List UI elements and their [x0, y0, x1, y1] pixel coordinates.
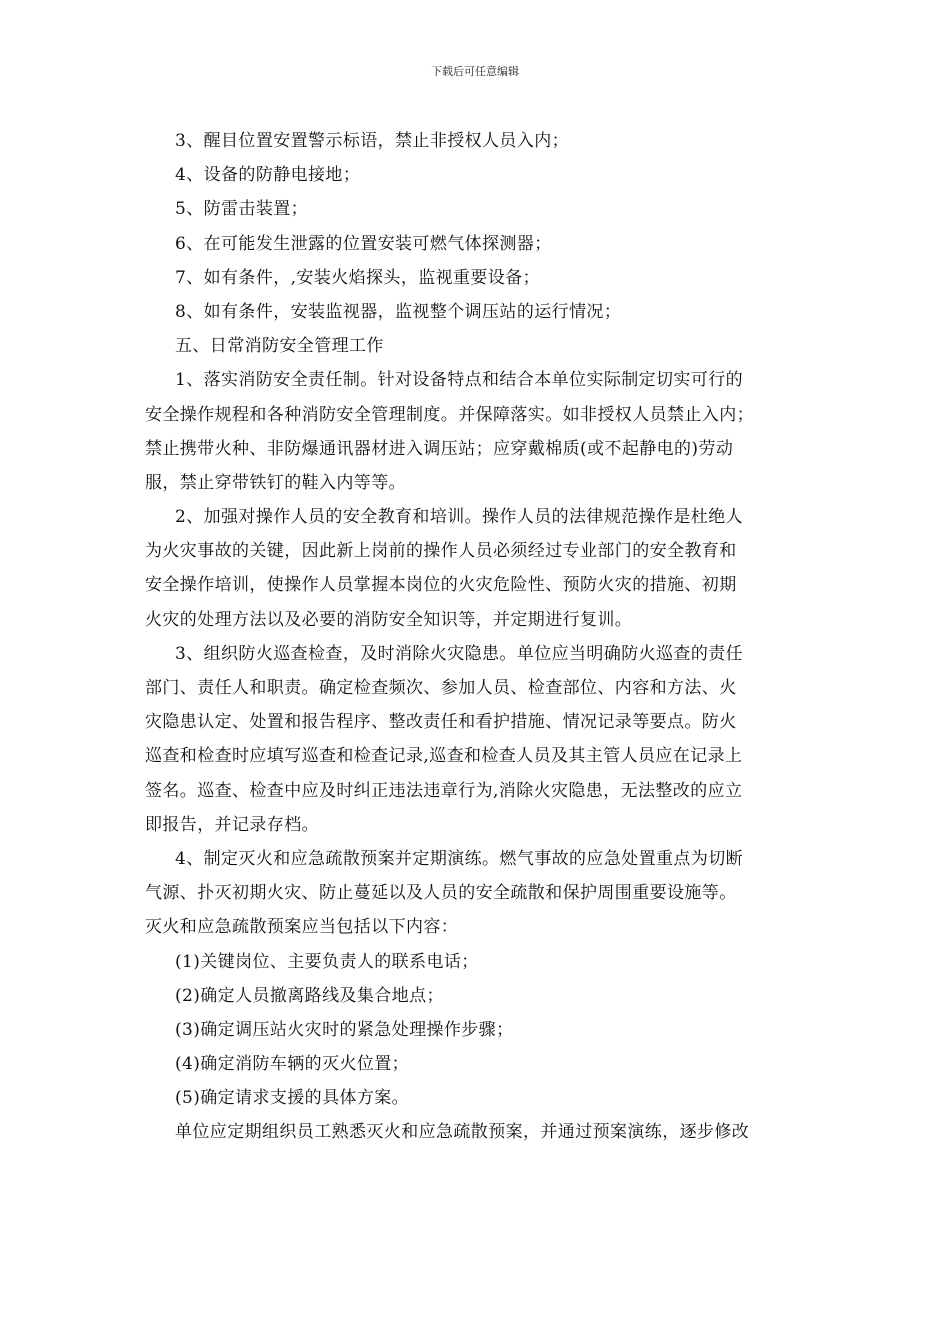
text-line: 7、如有条件，,安装火焰探头，监视重要设备；: [175, 267, 541, 288]
text-line: (2)确定人员撤离路线及集合地点；: [175, 985, 444, 1006]
text-line: (4)确定消防车辆的灭火位置；: [175, 1054, 410, 1075]
text-line: 4、制定灭火和应急疏散预案并定期演练。燃气事故的应急处置重点为切断: [175, 848, 744, 869]
text-line: 巡查和检查时应填写巡查和检查记录,巡查和检查人员及其主管人员应在记录上: [145, 746, 743, 767]
text-line: 1、落实消防安全责任制。针对设备特点和结合本单位实际制定切实可行的: [175, 370, 744, 391]
document-body: [145, 124, 810, 1150]
text-line: 2、加强对操作人员的安全教育和培训。操作人员的法律规范操作是杜绝人: [175, 507, 744, 528]
text-line: 部门、责任人和职责。确定检查频次、参加人员、检查部位、内容和方法、火: [145, 678, 737, 698]
text-line: 灾隐患认定、处置和报告程序、整改责任和看护措施、情况记录等要点。防火: [145, 712, 737, 733]
text-line: 灭火和应急疏散预案应当包括以下内容：: [145, 917, 459, 938]
text-line: 服，禁止穿带铁钉的鞋入内等等。: [145, 472, 406, 493]
text-line: 3、组织防火巡查检查，及时消除火灾隐患。单位应当明确防火巡查的责任: [175, 643, 744, 664]
page-header: 下载后可任意编辑: [431, 65, 519, 78]
text-line: 为火灾事故的关键，因此新上岗前的操作人员必须经过专业部门的安全教育和: [145, 541, 737, 562]
text-line: 即报告，并记录存档。: [145, 814, 319, 835]
text-line: 禁止携带火种、非防爆通讯器材进入调压站；应穿戴棉质(或不起静电的)劳动: [145, 438, 734, 459]
text-line: 安全操作规程和各种消防安全管理制度。并保障落实。如非授权人员禁止入内；: [145, 404, 754, 425]
text-line: 6、在可能发生泄露的位置安装可燃气体探测器；: [175, 233, 552, 254]
text-line: 五、日常消防安全管理工作: [175, 336, 384, 357]
text-line: 8、如有条件，安装监视器，监视整个调压站的运行情况；: [175, 301, 622, 322]
text-line: 单位应定期组织员工熟悉灭火和应急疏散预案，并通过预案演练，逐步修改: [175, 1122, 750, 1143]
text-line: 安全操作培训，使操作人员掌握本岗位的火灾危险性、预防火灾的措施、初期: [145, 575, 737, 596]
text-line: 签名。巡查、检查中应及时纠正违法违章行为,消除火灾隐患，无法整改的应立: [145, 780, 743, 801]
text-line: 4、设备的防静电接地；: [175, 165, 361, 186]
text-line: (3)确定调压站火灾时的紧急处理操作步骤；: [175, 1019, 514, 1040]
text-line: (5)确定请求支援的具体方案。: [175, 1088, 410, 1109]
text-line: 火灾的处理方法以及必要的消防安全知识等，并定期进行复训。: [145, 609, 633, 630]
text-line: (1)关键岗位、主要负责人的联系电话；: [175, 951, 479, 972]
text-line: 3、醒目位置安置警示标语，禁止非授权人员入内；: [175, 131, 570, 151]
text-line: 气源、扑灭初期火灾、防止蔓延以及人员的安全疏散和保护周围重要设施等。: [145, 883, 737, 904]
text-line: 5、防雷击装置；: [175, 199, 309, 220]
